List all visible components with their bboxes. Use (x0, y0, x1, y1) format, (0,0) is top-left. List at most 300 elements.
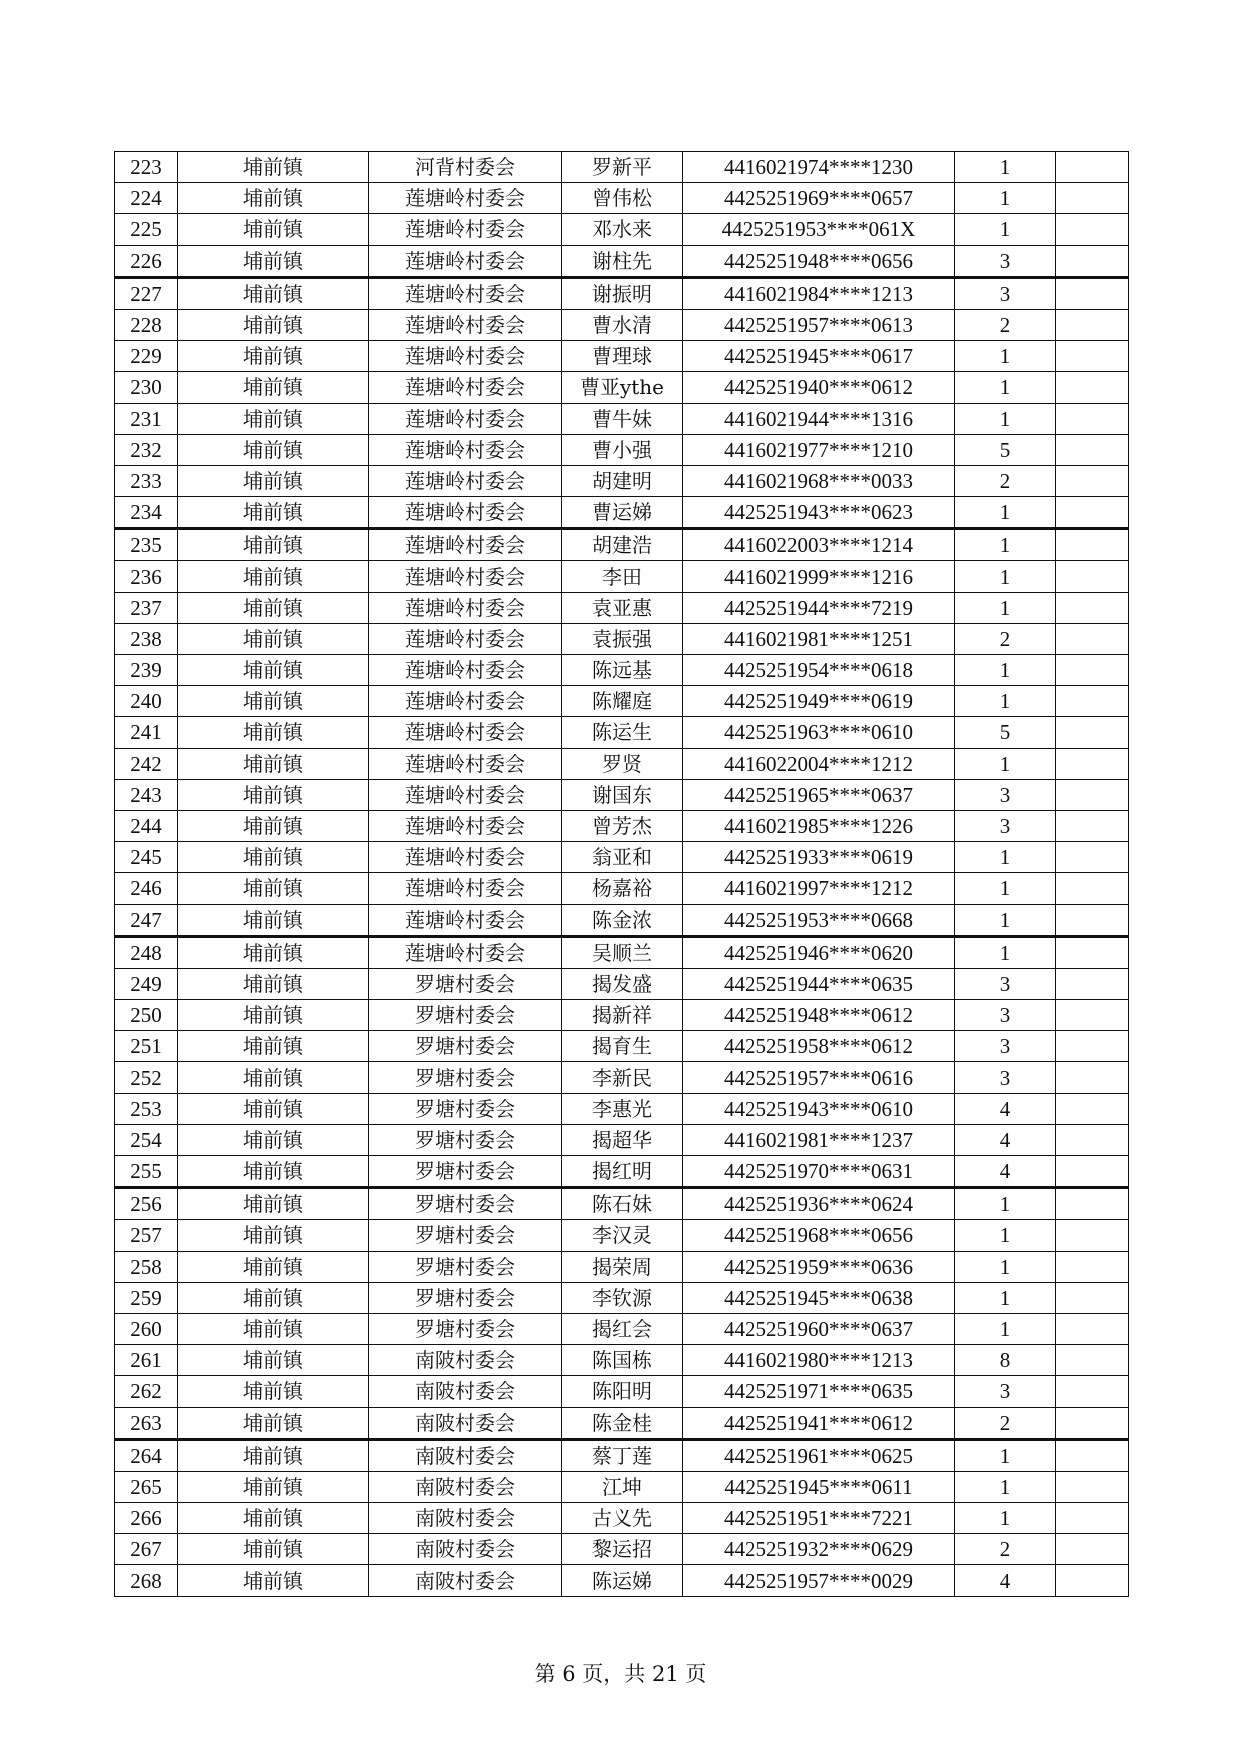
village-cell: 莲塘岭村委会 (369, 183, 562, 214)
remark-cell (1056, 214, 1129, 245)
row-number: 244 (115, 810, 178, 841)
remark-cell (1056, 497, 1129, 529)
row-number: 228 (115, 309, 178, 340)
name-cell: 李汉灵 (562, 1220, 683, 1251)
row-number: 261 (115, 1345, 178, 1376)
town-cell: 埔前镇 (178, 1376, 369, 1407)
row-number: 225 (115, 214, 178, 245)
town-cell: 埔前镇 (178, 904, 369, 936)
row-number: 229 (115, 341, 178, 372)
village-cell: 罗塘村委会 (369, 1220, 562, 1251)
remark-cell (1056, 1062, 1129, 1093)
remark-cell (1056, 1376, 1129, 1407)
table-row (115, 1000, 1129, 1031)
remark-cell (1056, 434, 1129, 465)
count-cell: 3 (955, 1062, 1056, 1093)
count-cell: 1 (955, 497, 1056, 529)
village-cell: 南陂村委会 (369, 1407, 562, 1439)
id-number-cell: 4425251948****0656 (683, 245, 955, 277)
remark-cell (1056, 686, 1129, 717)
town-cell: 埔前镇 (178, 309, 369, 340)
village-cell: 罗塘村委会 (369, 1093, 562, 1124)
row-number: 256 (115, 1188, 178, 1220)
id-number-cell: 4425251943****0610 (683, 1093, 955, 1124)
id-number-cell: 4425251945****0617 (683, 341, 955, 372)
remark-cell (1056, 152, 1129, 183)
name-cell: 曹运娣 (562, 497, 683, 529)
row-number: 246 (115, 873, 178, 904)
table-row (115, 497, 1129, 529)
village-cell: 莲塘岭村委会 (369, 842, 562, 873)
village-cell: 莲塘岭村委会 (369, 497, 562, 529)
town-cell: 埔前镇 (178, 1407, 369, 1439)
count-cell: 4 (955, 1124, 1056, 1155)
row-number: 251 (115, 1031, 178, 1062)
town-cell: 埔前镇 (178, 403, 369, 434)
count-cell: 2 (955, 309, 1056, 340)
remark-cell (1056, 1534, 1129, 1565)
remark-cell (1056, 873, 1129, 904)
count-cell: 1 (955, 214, 1056, 245)
village-cell: 罗塘村委会 (369, 1031, 562, 1062)
remark-cell (1056, 465, 1129, 496)
town-cell: 埔前镇 (178, 465, 369, 496)
id-number-cell: 4425251951****7221 (683, 1503, 955, 1534)
id-number-cell: 4416021977****1210 (683, 434, 955, 465)
remark-cell (1056, 1471, 1129, 1502)
village-cell: 莲塘岭村委会 (369, 623, 562, 654)
remark-cell (1056, 904, 1129, 936)
table-row (115, 655, 1129, 686)
name-cell: 曾伟松 (562, 183, 683, 214)
village-cell: 罗塘村委会 (369, 1000, 562, 1031)
table-row (115, 1439, 1129, 1471)
count-cell: 1 (955, 748, 1056, 779)
row-number: 264 (115, 1439, 178, 1471)
row-number: 249 (115, 968, 178, 999)
id-number-cell: 4425251940****0612 (683, 372, 955, 403)
remark-cell (1056, 403, 1129, 434)
table-row (115, 341, 1129, 372)
table-row (115, 277, 1129, 309)
table-row (115, 1062, 1129, 1093)
count-cell: 1 (955, 529, 1056, 561)
remark-cell (1056, 717, 1129, 748)
town-cell: 埔前镇 (178, 529, 369, 561)
village-cell: 南陂村委会 (369, 1471, 562, 1502)
id-number-cell: 4425251945****0611 (683, 1471, 955, 1502)
remark-cell (1056, 1220, 1129, 1251)
count-cell: 1 (955, 1251, 1056, 1282)
count-cell: 1 (955, 592, 1056, 623)
village-cell: 罗塘村委会 (369, 1188, 562, 1220)
table-row (115, 842, 1129, 873)
town-cell: 埔前镇 (178, 1062, 369, 1093)
count-cell: 1 (955, 183, 1056, 214)
village-cell: 罗塘村委会 (369, 1124, 562, 1155)
table-row (115, 372, 1129, 403)
remark-cell (1056, 1124, 1129, 1155)
village-cell: 莲塘岭村委会 (369, 936, 562, 968)
remark-cell (1056, 592, 1129, 623)
remark-cell (1056, 183, 1129, 214)
count-cell: 1 (955, 686, 1056, 717)
count-cell: 5 (955, 434, 1056, 465)
town-cell: 埔前镇 (178, 1534, 369, 1565)
name-cell: 曹理球 (562, 341, 683, 372)
count-cell: 3 (955, 1000, 1056, 1031)
count-cell: 3 (955, 968, 1056, 999)
name-cell: 袁亚惠 (562, 592, 683, 623)
town-cell: 埔前镇 (178, 214, 369, 245)
row-number: 260 (115, 1313, 178, 1344)
id-number-cell: 4425251949****0619 (683, 686, 955, 717)
town-cell: 埔前镇 (178, 1188, 369, 1220)
row-number: 239 (115, 655, 178, 686)
table-row (115, 873, 1129, 904)
name-cell: 揭红会 (562, 1313, 683, 1344)
village-cell: 南陂村委会 (369, 1503, 562, 1534)
row-number: 226 (115, 245, 178, 277)
row-number: 235 (115, 529, 178, 561)
id-number-cell: 4425251953****061X (683, 214, 955, 245)
id-number-cell: 4425251957****0613 (683, 309, 955, 340)
name-cell: 胡建浩 (562, 529, 683, 561)
count-cell: 1 (955, 372, 1056, 403)
table-row (115, 152, 1129, 183)
table-row (115, 623, 1129, 654)
name-cell: 陈耀庭 (562, 686, 683, 717)
name-cell: 陈阳明 (562, 1376, 683, 1407)
village-cell: 河背村委会 (369, 152, 562, 183)
id-number-cell: 4416021981****1237 (683, 1124, 955, 1155)
name-cell: 李惠光 (562, 1093, 683, 1124)
count-cell: 1 (955, 152, 1056, 183)
remark-cell (1056, 309, 1129, 340)
remark-cell (1056, 341, 1129, 372)
name-cell: 揭新祥 (562, 1000, 683, 1031)
id-number-cell: 4416021999****1216 (683, 561, 955, 592)
id-number-cell: 4425251957****0616 (683, 1062, 955, 1093)
name-cell: 陈金浓 (562, 904, 683, 936)
count-cell: 1 (955, 936, 1056, 968)
table-row (115, 1345, 1129, 1376)
remark-cell (1056, 1251, 1129, 1282)
count-cell: 1 (955, 1188, 1056, 1220)
table-row (115, 904, 1129, 936)
name-cell: 谢柱先 (562, 245, 683, 277)
town-cell: 埔前镇 (178, 1345, 369, 1376)
row-number: 266 (115, 1503, 178, 1534)
table-row (115, 1124, 1129, 1155)
table-row (115, 1407, 1129, 1439)
town-cell: 埔前镇 (178, 1439, 369, 1471)
village-cell: 莲塘岭村委会 (369, 904, 562, 936)
table-row (115, 1503, 1129, 1534)
town-cell: 埔前镇 (178, 497, 369, 529)
row-number: 257 (115, 1220, 178, 1251)
count-cell: 8 (955, 1345, 1056, 1376)
table-row (115, 465, 1129, 496)
count-cell: 3 (955, 779, 1056, 810)
town-cell: 埔前镇 (178, 1565, 369, 1596)
id-number-cell: 4425251948****0612 (683, 1000, 955, 1031)
table-row (115, 1251, 1129, 1282)
id-number-cell: 4425251953****0668 (683, 904, 955, 936)
id-number-cell: 4425251954****0618 (683, 655, 955, 686)
id-number-cell: 4425251968****0656 (683, 1220, 955, 1251)
id-number-cell: 4425251944****0635 (683, 968, 955, 999)
table-row (115, 309, 1129, 340)
town-cell: 埔前镇 (178, 873, 369, 904)
town-cell: 埔前镇 (178, 152, 369, 183)
name-cell: 陈运生 (562, 717, 683, 748)
id-number-cell: 4416021968****0033 (683, 465, 955, 496)
village-cell: 莲塘岭村委会 (369, 465, 562, 496)
town-cell: 埔前镇 (178, 1503, 369, 1534)
row-number: 241 (115, 717, 178, 748)
name-cell: 翁亚和 (562, 842, 683, 873)
count-cell: 3 (955, 1376, 1056, 1407)
table-row (115, 214, 1129, 245)
count-cell: 4 (955, 1565, 1056, 1596)
village-cell: 南陂村委会 (369, 1345, 562, 1376)
id-number-cell: 4416021997****1212 (683, 873, 955, 904)
village-cell: 莲塘岭村委会 (369, 214, 562, 245)
remark-cell (1056, 1031, 1129, 1062)
count-cell: 1 (955, 561, 1056, 592)
id-number-cell: 4416021980****1213 (683, 1345, 955, 1376)
village-cell: 莲塘岭村委会 (369, 403, 562, 434)
id-number-cell: 4425251961****0625 (683, 1439, 955, 1471)
village-cell: 罗塘村委会 (369, 1062, 562, 1093)
count-cell: 2 (955, 1534, 1056, 1565)
id-number-cell: 4425251946****0620 (683, 936, 955, 968)
town-cell: 埔前镇 (178, 810, 369, 841)
row-number: 258 (115, 1251, 178, 1282)
table-body (115, 152, 1129, 1597)
name-cell: 蔡丁莲 (562, 1439, 683, 1471)
town-cell: 埔前镇 (178, 842, 369, 873)
town-cell: 埔前镇 (178, 1471, 369, 1502)
table-row (115, 1534, 1129, 1565)
id-number-cell: 4425251941****0612 (683, 1407, 955, 1439)
row-number: 234 (115, 497, 178, 529)
table-row (115, 686, 1129, 717)
row-number: 230 (115, 372, 178, 403)
count-cell: 1 (955, 1220, 1056, 1251)
id-number-cell: 4425251957****0029 (683, 1565, 955, 1596)
row-number: 267 (115, 1534, 178, 1565)
page-footer: 第 6 页，共 21 页 (534, 1662, 707, 1686)
table-row (115, 1565, 1129, 1596)
town-cell: 埔前镇 (178, 561, 369, 592)
row-number: 237 (115, 592, 178, 623)
table-row (115, 779, 1129, 810)
village-cell: 莲塘岭村委会 (369, 561, 562, 592)
name-cell: 邓水来 (562, 214, 683, 245)
count-cell: 2 (955, 1407, 1056, 1439)
name-cell: 曹亚ythe (562, 372, 683, 403)
village-cell: 莲塘岭村委会 (369, 686, 562, 717)
id-number-cell: 4425251965****0637 (683, 779, 955, 810)
row-number: 231 (115, 403, 178, 434)
village-cell: 莲塘岭村委会 (369, 717, 562, 748)
town-cell: 埔前镇 (178, 1031, 369, 1062)
table-row (115, 1471, 1129, 1502)
count-cell: 1 (955, 655, 1056, 686)
name-cell: 陈运娣 (562, 1565, 683, 1596)
remark-cell (1056, 1188, 1129, 1220)
row-number: 223 (115, 152, 178, 183)
table-row (115, 592, 1129, 623)
row-number: 233 (115, 465, 178, 496)
table-row (115, 1031, 1129, 1062)
id-number-cell: 4416021944****1316 (683, 403, 955, 434)
village-cell: 罗塘村委会 (369, 1251, 562, 1282)
count-cell: 4 (955, 1093, 1056, 1124)
id-number-cell: 4425251959****0636 (683, 1251, 955, 1282)
row-number: 253 (115, 1093, 178, 1124)
village-cell: 南陂村委会 (369, 1565, 562, 1596)
row-number: 240 (115, 686, 178, 717)
id-number-cell: 4416022004****1212 (683, 748, 955, 779)
village-cell: 罗塘村委会 (369, 1313, 562, 1344)
village-cell: 南陂村委会 (369, 1534, 562, 1565)
town-cell: 埔前镇 (178, 748, 369, 779)
name-cell: 揭红明 (562, 1156, 683, 1188)
village-cell: 南陂村委会 (369, 1376, 562, 1407)
id-number-cell: 4425251943****0623 (683, 497, 955, 529)
name-cell: 杨嘉裕 (562, 873, 683, 904)
remark-cell (1056, 1313, 1129, 1344)
town-cell: 埔前镇 (178, 1220, 369, 1251)
table-row (115, 434, 1129, 465)
name-cell: 曾芳杰 (562, 810, 683, 841)
name-cell: 曹水清 (562, 309, 683, 340)
count-cell: 3 (955, 810, 1056, 841)
remark-cell (1056, 529, 1129, 561)
town-cell: 埔前镇 (178, 277, 369, 309)
village-cell: 罗塘村委会 (369, 968, 562, 999)
remark-cell (1056, 561, 1129, 592)
id-number-cell: 4416021984****1213 (683, 277, 955, 309)
table-row (115, 1220, 1129, 1251)
name-cell: 陈石妹 (562, 1188, 683, 1220)
row-number: 255 (115, 1156, 178, 1188)
village-cell: 莲塘岭村委会 (369, 309, 562, 340)
count-cell: 1 (955, 1471, 1056, 1502)
remark-cell (1056, 779, 1129, 810)
table-row (115, 529, 1129, 561)
row-number: 263 (115, 1407, 178, 1439)
table-row (115, 1093, 1129, 1124)
town-cell: 埔前镇 (178, 245, 369, 277)
count-cell: 1 (955, 904, 1056, 936)
name-cell: 曹小强 (562, 434, 683, 465)
name-cell: 揭发盛 (562, 968, 683, 999)
village-cell: 罗塘村委会 (369, 1282, 562, 1313)
name-cell: 李新民 (562, 1062, 683, 1093)
row-number: 262 (115, 1376, 178, 1407)
name-cell: 江坤 (562, 1471, 683, 1502)
table-row (115, 561, 1129, 592)
town-cell: 埔前镇 (178, 717, 369, 748)
remark-cell (1056, 1565, 1129, 1596)
count-cell: 1 (955, 1282, 1056, 1313)
town-cell: 埔前镇 (178, 183, 369, 214)
count-cell: 3 (955, 245, 1056, 277)
town-cell: 埔前镇 (178, 372, 369, 403)
count-cell: 2 (955, 623, 1056, 654)
id-number-cell: 4425251936****0624 (683, 1188, 955, 1220)
id-number-cell: 4425251963****0610 (683, 717, 955, 748)
town-cell: 埔前镇 (178, 936, 369, 968)
town-cell: 埔前镇 (178, 623, 369, 654)
remark-cell (1056, 1503, 1129, 1534)
id-number-cell: 4416022003****1214 (683, 529, 955, 561)
remark-cell (1056, 372, 1129, 403)
table-row (115, 968, 1129, 999)
row-number: 248 (115, 936, 178, 968)
town-cell: 埔前镇 (178, 1093, 369, 1124)
name-cell: 胡建明 (562, 465, 683, 496)
remark-cell (1056, 245, 1129, 277)
remark-cell (1056, 1345, 1129, 1376)
village-cell: 莲塘岭村委会 (369, 779, 562, 810)
row-number: 268 (115, 1565, 178, 1596)
town-cell: 埔前镇 (178, 686, 369, 717)
table-row (115, 810, 1129, 841)
row-number: 259 (115, 1282, 178, 1313)
town-cell: 埔前镇 (178, 968, 369, 999)
name-cell: 黎运招 (562, 1534, 683, 1565)
name-cell: 罗贤 (562, 748, 683, 779)
row-number: 236 (115, 561, 178, 592)
name-cell: 陈远基 (562, 655, 683, 686)
row-number: 242 (115, 748, 178, 779)
town-cell: 埔前镇 (178, 592, 369, 623)
table-row (115, 403, 1129, 434)
count-cell: 2 (955, 465, 1056, 496)
id-number-cell: 4416021985****1226 (683, 810, 955, 841)
row-number: 250 (115, 1000, 178, 1031)
village-cell: 莲塘岭村委会 (369, 748, 562, 779)
town-cell: 埔前镇 (178, 434, 369, 465)
remark-cell (1056, 1439, 1129, 1471)
name-cell: 谢国东 (562, 779, 683, 810)
table-row (115, 1376, 1129, 1407)
village-cell: 莲塘岭村委会 (369, 245, 562, 277)
name-cell: 谢振明 (562, 277, 683, 309)
table-row (115, 245, 1129, 277)
count-cell: 5 (955, 717, 1056, 748)
name-cell: 揭荣周 (562, 1251, 683, 1282)
name-cell: 李钦源 (562, 1282, 683, 1313)
remark-cell (1056, 1282, 1129, 1313)
count-cell: 3 (955, 1031, 1056, 1062)
id-number-cell: 4425251971****0635 (683, 1376, 955, 1407)
remark-cell (1056, 623, 1129, 654)
town-cell: 埔前镇 (178, 341, 369, 372)
village-cell: 莲塘岭村委会 (369, 873, 562, 904)
remark-cell (1056, 810, 1129, 841)
count-cell: 4 (955, 1156, 1056, 1188)
remark-cell (1056, 1156, 1129, 1188)
row-number: 265 (115, 1471, 178, 1502)
row-number: 243 (115, 779, 178, 810)
table-row (115, 183, 1129, 214)
